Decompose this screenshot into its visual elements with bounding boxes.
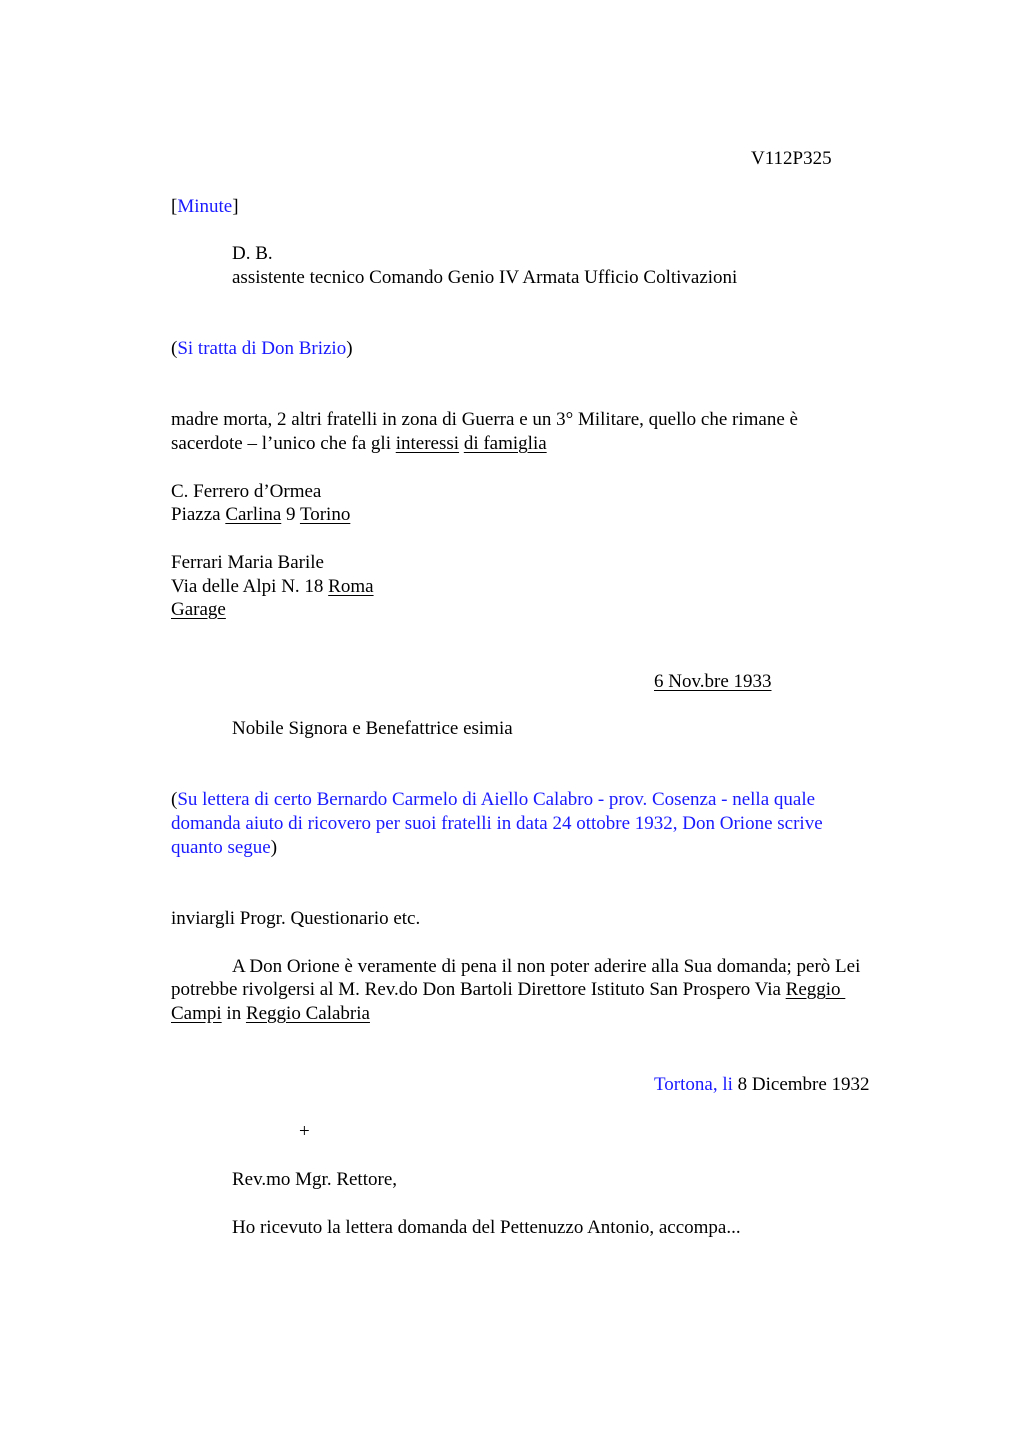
- paragraph-4: Ho ricevuto la lettera domanda del Pettenuzzo Antonio, accompa...: [232, 1217, 741, 1238]
- db-line-1: D. B.: [232, 243, 273, 264]
- address-1-name: C. Ferrero d’Ormea: [171, 481, 322, 502]
- editor-note-2-line-2: domanda aiuto di ricovero per suoi fratelli in data 24 ottobre 1932, Don Orione scrive: [171, 813, 823, 834]
- paragraph-3-line-1: A Don Orione è veramente di pena il non poter aderire alla Sua domanda; però Lei: [232, 956, 861, 977]
- minute-label: [Minute]: [171, 196, 239, 217]
- editor-note-1: (Si tratta di Don Brizio): [171, 338, 353, 359]
- date-2: Tortona, li 8 Dicembre 1932: [654, 1074, 870, 1095]
- paragraph-3-line-3: Campi in Reggio Calabria: [171, 1003, 370, 1024]
- address-2-street: Via delle Alpi N. 18 Roma: [171, 576, 374, 597]
- date-1: 6 Nov.bre 1933: [654, 671, 772, 692]
- db-line-2: assistente tecnico Comando Genio IV Armata Ufficio Coltivazioni: [232, 267, 738, 288]
- document-id: V112P325: [751, 148, 832, 169]
- paragraph-2: inviargli Progr. Questionario etc.: [171, 908, 421, 929]
- address-1-street: Piazza Carlina 9 Torino: [171, 504, 351, 525]
- address-2-line-3: Garage: [171, 599, 226, 620]
- address-2-name: Ferrari Maria Barile: [171, 552, 324, 573]
- editor-note-2-line-1: (Su lettera di certo Bernardo Carmelo di Aiello Calabro - prov. Cosenza - nella quale: [171, 789, 816, 810]
- cross-symbol: +: [299, 1121, 310, 1142]
- salutation-1: Nobile Signora e Benefattrice esimia: [232, 718, 513, 739]
- paragraph-3-line-2: potrebbe rivolgersi al M. Rev.do Don Bartoli Direttore Istituto San Prospero Via Reggio: [171, 979, 846, 1000]
- paragraph-1-line-2: sacerdote – l’unico che fa gli interessi di famiglia: [171, 433, 547, 454]
- paragraph-1-line-1: madre morta, 2 altri fratelli in zona di Guerra e un 3° Militare, quello che rimane è: [171, 409, 798, 430]
- editor-note-2-line-3: quanto segue): [171, 837, 278, 858]
- salutation-2: Rev.mo Mgr. Rettore,: [232, 1169, 397, 1190]
